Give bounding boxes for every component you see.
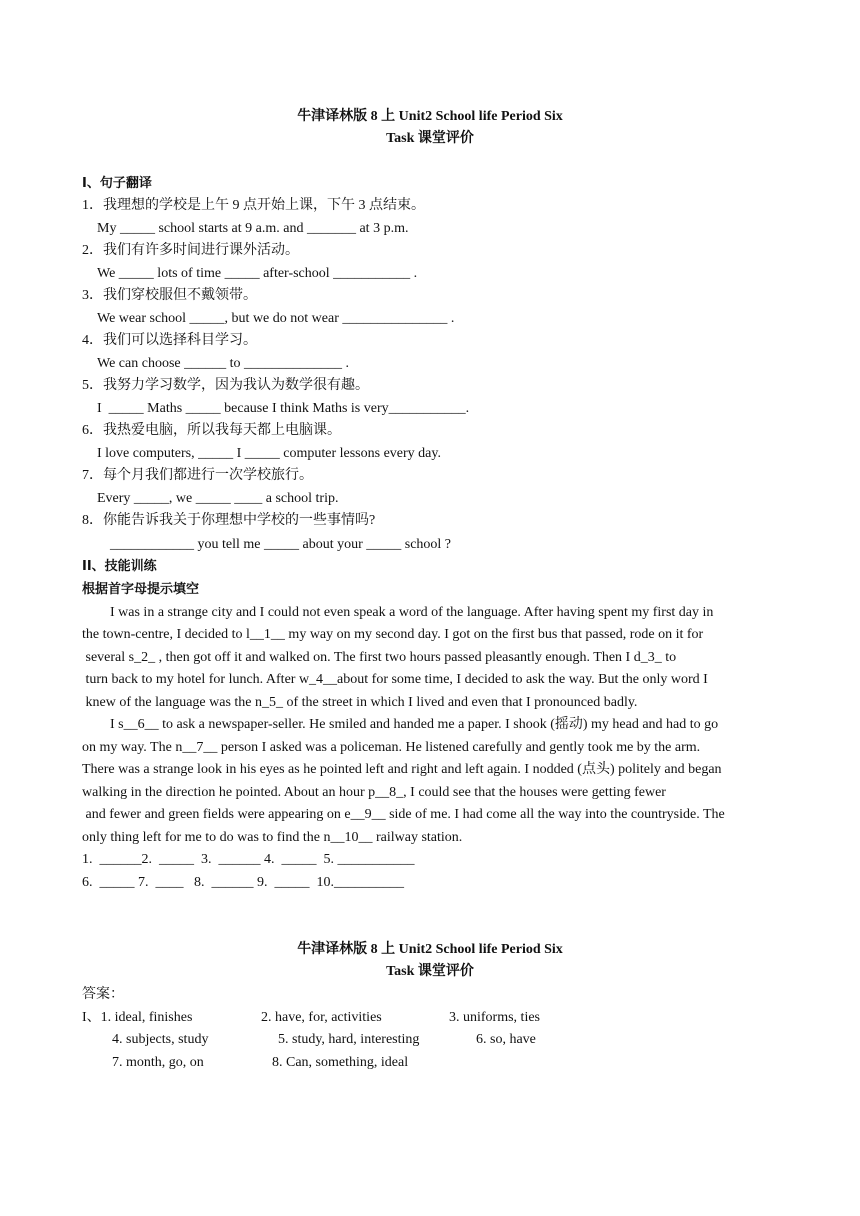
answer-item: 6. so, have	[476, 1032, 536, 1047]
answers-title: 牛津译林版 8 上 Unit2 School life Period Six	[297, 942, 563, 957]
question-2-chinese: 2．我们有许多时间进行课外活动。	[82, 243, 299, 258]
passage-line: walking in the direction he pointed. About an hour p__8_, I could see that the houses were getting fewer	[82, 785, 666, 800]
answer-item: 2. have, for, activities	[261, 1010, 382, 1025]
passage-line: I was in a strange city and I could not even speak a word of the language. After having spent my first day in	[82, 605, 714, 620]
answers-label: 答案：	[82, 987, 124, 1002]
question-1-english: My _____ school starts at 9 a.m. and _______ at 3 p.m.	[97, 221, 409, 236]
answer-item: I、1. ideal, finishes	[82, 1010, 193, 1025]
passage-line: on my way. The n__7__ person I asked was a policeman. He listened carefully and gently took me by the arm.	[82, 740, 701, 755]
question-8-english: ____________ you tell me _____ about your _____ school ?	[110, 537, 452, 552]
passage-line: several s_2_ , then got off it and walked on. The first two hours passed pleasantly enough. Then I d_3_ to	[82, 650, 677, 665]
passage-line: turn back to my hotel for lunch. After w_4__about for some time, I decided to ask the way. But the only word I	[82, 672, 708, 687]
question-7-chinese: 7．每个月我们都进行一次学校旅行。	[82, 468, 313, 483]
question-1-chinese: 1．我理想的学校是上午 9 点开始上课，下午 3 点结束。	[82, 198, 425, 213]
answer-item: 8. Can, something, ideal	[272, 1055, 409, 1070]
answer-item: 3. uniforms, ties	[449, 1010, 540, 1025]
answer-item: 7. month, go, on	[112, 1055, 204, 1070]
question-2-english: We _____ lots of time _____ after-school ___________ .	[97, 266, 418, 281]
answer-blanks-row-2: 6. _____ 7. ____ 8. ______ 9. _____ 10.__________	[82, 875, 404, 890]
section-1-heading: I、句子翻译	[82, 176, 152, 191]
question-3-english: We wear school _____, but we do not wear _______________ .	[97, 311, 455, 326]
question-4-english: We can choose ______ to ______________ .	[97, 356, 349, 371]
question-7-english: Every _____, we _____ ____ a school trip.	[97, 491, 339, 506]
answers-subtitle: Task 课堂评价	[386, 964, 474, 979]
passage-line: the town-centre, I decided to l__1__ my way on my second day. I got on the first bus that passed, rode on it for	[82, 627, 704, 642]
answer-item: 4. subjects, study	[112, 1032, 209, 1047]
question-5-english: I _____ Maths _____ because I think Maths is very___________.	[97, 401, 470, 416]
passage-line: There was a strange look in his eyes as he pointed left and right and left again. I nodded (点头) politely and began	[82, 762, 722, 777]
section-2-heading: II、技能训练	[82, 559, 157, 574]
question-5-chinese: 5．我努力学习数学，因为我认为数学很有趣。	[82, 378, 369, 393]
question-6-chinese: 6．我热爱电脑，所以我每天都上电脑课。	[82, 423, 341, 438]
question-4-chinese: 4．我们可以选择科目学习。	[82, 333, 257, 348]
passage-line: only thing left for me to do was to find the n__10__ railway station.	[82, 830, 463, 845]
page-subtitle: Task 课堂评价	[386, 131, 474, 146]
question-6-english: I love computers, _____ I _____ computer lessons every day.	[97, 446, 441, 461]
question-8-chinese: 8．你能告诉我关于你理想中学校的一些事情吗?	[82, 513, 376, 528]
passage-line: I s__6__ to ask a newspaper-seller. He smiled and handed me a paper. I shook (摇动) my head and had to go	[82, 717, 719, 732]
question-3-chinese: 3．我们穿校服但不戴领带。	[82, 288, 257, 303]
answer-item: 5. study, hard, interesting	[278, 1032, 420, 1047]
section-2-subheading: 根据首字母提示填空	[82, 582, 200, 597]
passage-line: and fewer and green fields were appearing on e__9__ side of me. I had come all the way into the countryside. The	[82, 807, 725, 822]
page-title: 牛津译林版 8 上 Unit2 School life Period Six	[297, 109, 563, 124]
answer-blanks-row-1: 1. ______2. _____ 3. ______ 4. _____ 5. ___________	[82, 852, 415, 867]
passage-line: knew of the language was the n_5_ of the street in which I lived and even that I pronounced badly.	[82, 695, 638, 710]
